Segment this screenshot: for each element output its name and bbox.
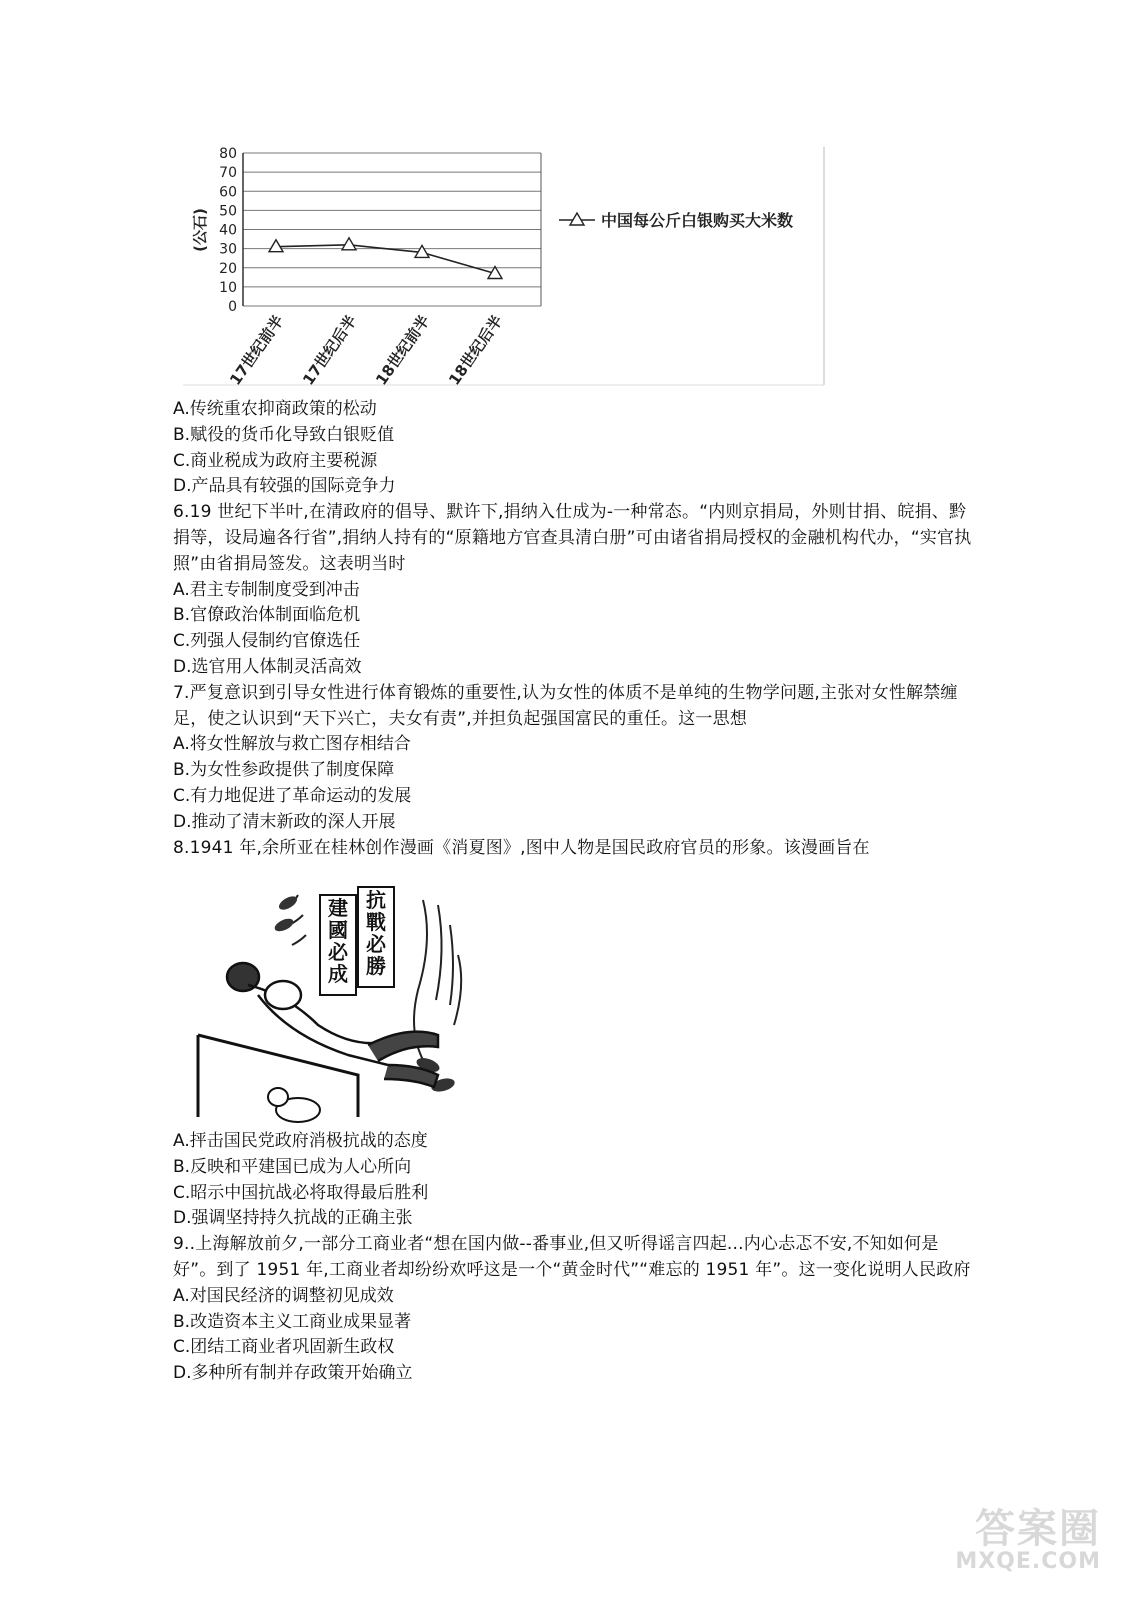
q5-option-b: B.赋役的货币化导致白银贬值 [173, 424, 395, 445]
q6-option-d: D.选官用人体制灵活高效 [173, 656, 362, 677]
q9-option-b: B.改造资本主义工商业成果显著 [173, 1311, 412, 1332]
q7-option-a: A.将女性解放与救亡图存相结合 [173, 734, 411, 755]
q8-option-a: A.抨击国民党政府消极抗战的态度 [173, 1131, 428, 1151]
y-tick-label: 10 [219, 279, 237, 296]
q6-stem: 6.19 世纪下半叶,在清政府的倡导、默许下,捐纳入仕成为-一种常态。“内则京捐局，外则甘捐、皖捐、黔捐等，设局遍各行省”,捐纳人持有的“原籍地方官查具清白册”可由诸省捐局授权的金融机构代办，“实官执照”由省捐局签发。这表明当时 [173, 502, 972, 574]
y-axis-label: (公石) [191, 208, 209, 252]
scroll-text-left: 建國必成 [328, 896, 348, 986]
data-point-triangle [342, 238, 356, 250]
q8-option-b: B.反映和平建国已成为人心所向 [173, 1156, 412, 1177]
q8-stem: 8.1941 年,余所亚在桂林创作漫画《消夏图》,图中人物是国民政府官员的形象。该漫画旨在 [173, 837, 870, 858]
q6-option-a: A.君主专制制度受到冲击 [173, 579, 360, 600]
legend-marker [570, 213, 584, 225]
x-tick-label: 18世纪前半 [372, 311, 434, 389]
q5-option-c: C.商业税成为政府主要税源 [173, 450, 378, 471]
scroll-text-right: 抗戰必勝 [366, 888, 386, 978]
y-tick-label: 40 [219, 222, 237, 239]
data-point-triangle [269, 240, 283, 252]
q9-option-a: A.对国民经济的调整初见成效 [173, 1285, 394, 1306]
y-tick-label: 30 [219, 241, 237, 258]
y-tick-label: 50 [219, 203, 237, 220]
q8-option-c: C.昭示中国抗战必将取得最后胜利 [173, 1182, 429, 1203]
x-tick-label: 18世纪后半 [445, 311, 507, 389]
q7-option-c: C.有力地促进了革命运动的发展 [173, 785, 412, 806]
q9-stem: 9..上海解放前夕,一部分工商业者“想在国内做--番事业,但又听得谣言四起...内心忐忑不安,不知如何是好”。到了 1951 年,工商业者却纷纷欢呼这是一个“黄金时代”“难忘的 1951 年”。这一变化说明人民政府 [173, 1234, 971, 1280]
y-tick-label: 0 [228, 299, 237, 315]
q9-option-d: D.多种所有制并存政策开始确立 [173, 1363, 413, 1384]
q6-option-b: B.官僚政治体制面临危机 [173, 605, 361, 626]
q6-option-c: C.列强人侵制约官僚选任 [173, 631, 361, 652]
questions-upper [173, 397, 973, 861]
q9-option-c: C.团结工商业者巩固新生政权 [173, 1337, 395, 1358]
cartoon-image [188, 885, 480, 1123]
price-line-chart [183, 142, 849, 392]
q5-option-d: D.产品具有较强的国际竞争力 [173, 476, 396, 497]
q7-stem: 7.严复意识到引导女性进行体育锻炼的重要性,认为女性的体质不是单纯的生物学问题,主张对女性解禁缠足，使之认识到“天下兴亡，夫女有责”,并担负起强国富民的重任。这一思想 [173, 682, 958, 729]
watermark-cn: 答案圈 [975, 1506, 1101, 1552]
legend-label: 中国每公斤白银购买大米数 [601, 211, 794, 230]
questions-lower [173, 1129, 973, 1387]
q7-option-d: D.推动了清末新政的深人开展 [173, 811, 396, 832]
y-tick-label: 70 [219, 165, 237, 182]
q8-option-d: D.强调坚持持久抗战的正确主张 [173, 1208, 413, 1229]
chart-svg [183, 142, 849, 392]
q5-option-a: A.传统重农抑商政策的松动 [173, 399, 377, 419]
y-tick-label: 20 [219, 260, 237, 277]
y-tick-label: 80 [219, 146, 237, 162]
watermark-logo [931, 1508, 1101, 1578]
watermark-url: MXQE.COM [955, 1549, 1101, 1574]
q7-option-b: B.为女性参政提供了制度保障 [173, 760, 395, 781]
y-tick-label: 60 [219, 184, 237, 201]
x-tick-label: 17世纪后半 [299, 311, 361, 389]
x-tick-label: 17世纪前半 [226, 311, 288, 389]
cartoon-drawing [188, 885, 480, 1123]
